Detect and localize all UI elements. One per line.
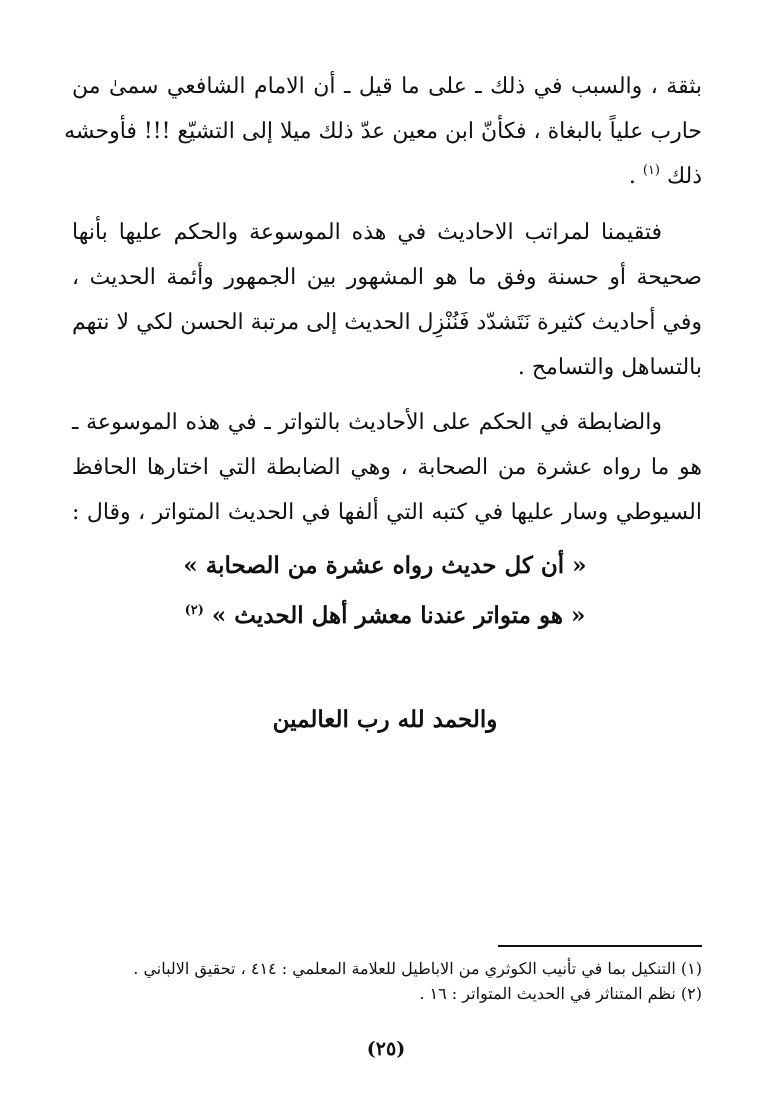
- sentence-end: .: [628, 164, 636, 189]
- text-line: بثقة ، والسبب في ذلك ـ على ما قيل ـ أن الامام الشافعي سمىٰ من: [72, 74, 702, 99]
- paragraph-3: [72, 400, 702, 535]
- text-line: حارب علياً بالبغاة ، فكأنّ ابن معين عدّ ذلك ميلا إلى التشيّع !!! فأوحشه: [64, 119, 702, 144]
- text-line: هو ما رواه عشرة من الصحابة ، وهي الضابطة التي اختارها الحافظ: [72, 455, 702, 480]
- quote-line-1: « أن كل حديث رواه عشرة من الصحابة »: [183, 552, 587, 579]
- paragraph-2: [72, 210, 702, 390]
- footnote-divider: [498, 945, 702, 947]
- footnote-2: (٢) نظم المتناثر في الحديث المتواتر : ١٦ .: [419, 984, 702, 1003]
- text-line: والضابطة في الحكم على الأحاديث بالتواتر ـ في هذه الموسوعة ـ: [72, 410, 662, 435]
- text-line: صحيحة أو حسنة وفق ما هو المشهور بين الجمهور وأئمة الحديث ،: [72, 265, 702, 290]
- page-number: (٢٥): [366, 1038, 406, 1060]
- closing-line: والحمد لله رب العالمين: [272, 706, 498, 733]
- footnote-ref-2: (٢): [184, 603, 204, 618]
- footnote-1: (١) التنكيل بما في تأنيب الكوثري من الاباطيل للعلامة المعلمي : ٤١٤ ، تحقيق الالباني .: [133, 959, 702, 978]
- quote-text: « هو متواتر عندنا معشر أهل الحديث »: [211, 602, 586, 629]
- text-line: فتقيمنا لمراتب الاحاديث في هذه الموسوعة والحكم عليها بأنها: [72, 220, 662, 245]
- text-fragment: ذلك: [666, 164, 702, 189]
- text-line: وفي أحاديث كثيرة نَتَشدّد فَنُنْزِل الحديث إلى مرتبة الحسن لكي لا نتهم: [72, 310, 702, 335]
- text-line: بالتساهل والتسامح .: [517, 355, 702, 380]
- quote-line-2: [70, 596, 700, 636]
- footnotes: [62, 956, 702, 1006]
- footnote-ref-1: (١): [642, 163, 660, 178]
- paragraph-1: [64, 64, 702, 199]
- text-line: [72, 154, 702, 199]
- text-line: السيوطي وسار عليها في كتبه التي ألفها في الحديث المتواتر ، وقال :: [72, 500, 702, 525]
